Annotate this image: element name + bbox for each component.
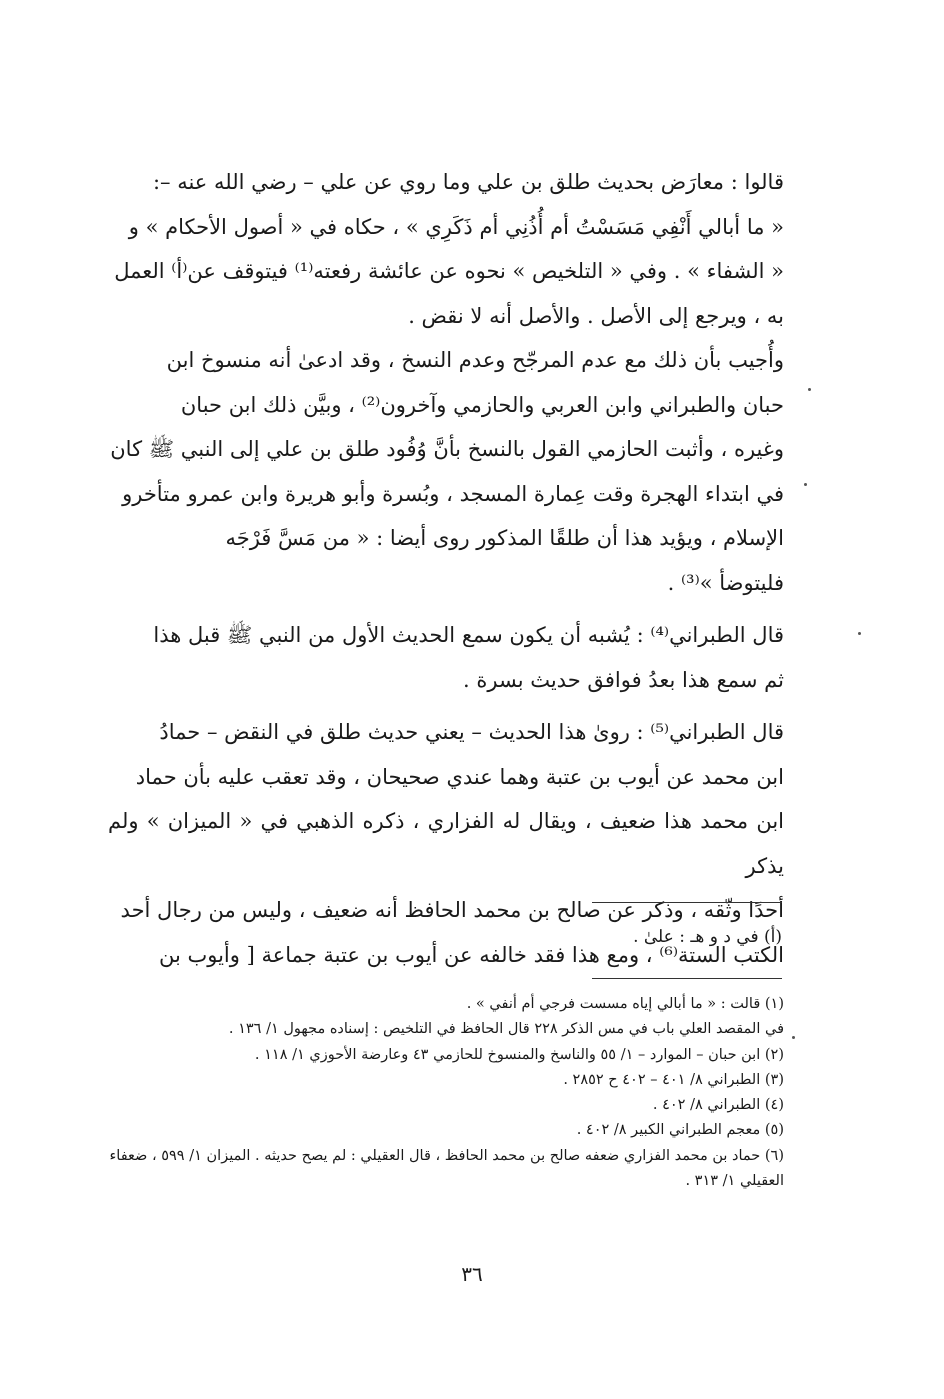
text-line: أحدًا وثّقه ، وذكر عن صالح بن محمد الحافظ أنه ضعيف ، وليس من رجال أحد [120, 898, 784, 922]
footnote-divider [592, 978, 782, 979]
page-number: ٣٦ [461, 1262, 483, 1286]
text-line: ابن محمد عن أيوب بن عتبة وهما عندي صحيحان ، وقد تعقب عليه بأن حماد [135, 764, 784, 789]
text-line: به ، ويرجع إلى الأصل . والأصل أنه لا نقض . [408, 303, 784, 328]
text-line: وأُجيب بأن ذلك مع عدم المرجّح وعدم النسخ ، وقد ادعىٰ أنه منسوخ ابن [166, 348, 784, 372]
footnote: (١) قالت : « ما أبالي إياه مسست فرجي أم أنفي » . [466, 996, 784, 1012]
text-line: قال الطبراني⁽⁵⁾ : روىٰ هذا الحديث – يعني حديث طلق في النقض – حمادُ [159, 720, 784, 744]
text-line: « ما أبالي أَنْفِي مَسَسْتُ أم أُذُنِي أم ذَكَرِي » ، حكاه في « أصول الأحكام » و [128, 214, 784, 239]
text-line: فليتوضأ »⁽³⁾ . [667, 570, 784, 595]
footnote: (٦) حماد بن محمد الفزاري ضعفه صالح بن محمد الحافظ ، قال العقيلي : لم يصح حديثه . الميزان ١/ ٥٩٩ ، ضعفاء العقيلي ١/ ٣١٣ . [109, 1147, 784, 1190]
text-line: ابن محمد هذا ضعيف ، ويقال له الفزاري ، ذكره الذهبي في « الميزان » ولم يذكر [108, 809, 784, 878]
footnote: في المقصد العلي باب في مس الذكر ٢٢٨ قال الحافظ في التلخيص : إسناده مجهول ١/ ١٣٦ . [228, 1021, 784, 1038]
scan-speck [858, 632, 861, 635]
editor-note: (أ) في د و هـ : علىٰ . [633, 927, 782, 947]
footnote: (٢) ابن حبان – الموارد – ١/ ٥٥ والناسخ والمنسوخ للحازمي ٤٣ وعارضة الأحوزي ١/ ١١٨ . [254, 1046, 784, 1063]
text-line: ثم سمع هذا بعدُ فوافق حديث بسرة . [463, 667, 784, 692]
scan-speck [792, 1036, 795, 1039]
text-line: في ابتداء الهجرة وقت عِمارة المسجد ، وبُسرة وأبو هريرة وابن عمرو متأخرو [122, 481, 784, 506]
text-line: الكتب الستة⁽⁶⁾ ، ومع هذا فقد خالفه عن أيوب بن عتبة جماعة [ وأيوب بن [158, 942, 784, 967]
scan-speck [808, 388, 811, 391]
editor-note-divider [592, 902, 782, 903]
footnote: (٥) معجم الطبراني الكبير ٨/ ٤٠٢ . [576, 1122, 784, 1139]
text-line: « الشفاء » . وفي « التلخيص » نحوه عن عائشة رفعته⁽¹⁾ فيتوقف عن⁽أ⁾ العمل [114, 259, 784, 283]
text-line: قال الطبراني⁽⁴⁾ : يُشبه أن يكون سمع الحديث الأول من النبي ﷺ قبل هذا [153, 623, 784, 647]
footnotes [108, 992, 784, 1194]
main-text [108, 160, 784, 977]
text-line: الإسلام ، ويؤيد هذا أن طلقًا المذكور روى أيضا : « من مَسَّ فَرْجَه [225, 526, 784, 550]
text-line: حبان والطبراني وابن العربي والحازمي وآخرون⁽²⁾ ، وبيَّن ذلك ابن حبان [180, 392, 784, 417]
scan-speck [804, 483, 807, 486]
footnote: (٣) الطبراني ٨/ ٤٠١ – ٤٠٢ ح ٢٨٥٢ . [563, 1071, 784, 1088]
text-line: وغيره ، وأثبت الحازمي القول بالنسخ بأنَّ وُفُود طلق بن علي إلى النبي ﷺ كان [110, 437, 784, 461]
text-line: قالوا : معارَض بحديث طلق بن علي وما روي عن علي – رضي الله عنه –: [152, 170, 784, 194]
footnote: (٤) الطبراني ٨/ ٤٠٢ . [652, 1097, 784, 1114]
